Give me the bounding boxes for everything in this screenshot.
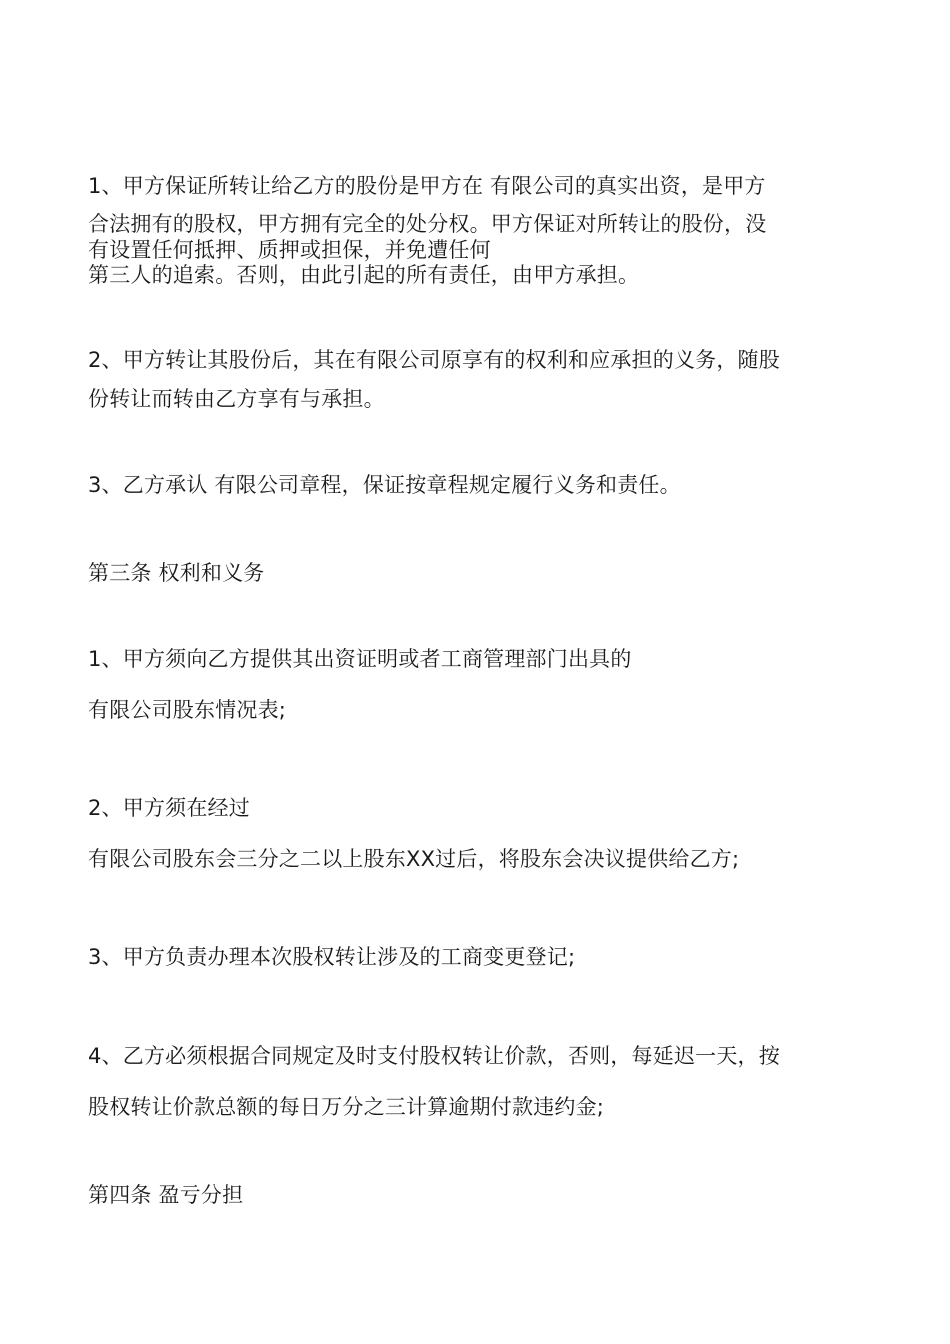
clause-3-3-line-1: 3、甲方负责办理本次股权转让涉及的工商变更登记; bbox=[88, 945, 576, 969]
clause-3-2-line-1: 2、甲方须在经过 bbox=[88, 796, 250, 820]
clause-3-1-line-1: 1、甲方须向乙方提供其出资证明或者工商管理部门出具的 bbox=[88, 647, 632, 671]
clause-2-1-line-4: 第三人的追索。否则，由此引起的所有责任，由甲方承担。 bbox=[88, 263, 640, 287]
clause-3-4-line-2: 股权转让价款总额的每日万分之三计算逾期付款违约金; bbox=[88, 1095, 605, 1119]
clause-3-1-line-2: 有限公司股东情况表; bbox=[88, 698, 287, 722]
article-3-heading: 第三条 权利和义务 bbox=[88, 561, 265, 585]
clause-2-3-line-1: 3、乙方承认 有限公司章程，保证按章程规定履行义务和责任。 bbox=[88, 473, 681, 497]
clause-3-2-line-2: 有限公司股东会三分之二以上股东XX过后，将股东会决议提供给乙方; bbox=[88, 847, 740, 871]
clause-3-4-line-1: 4、乙方必须根据合同规定及时支付股权转让价款，否则，每延迟一天，按 bbox=[88, 1044, 780, 1068]
clause-2-1-line-1: 1、甲方保证所转让给乙方的股份是甲方在 有限公司的真实出资，是甲方 bbox=[88, 174, 766, 198]
clause-2-1-line-3: 有设置任何抵押、质押或担保，并免遭任何 bbox=[88, 238, 491, 262]
clause-2-2-line-2: 份转让而转由乙方享有与承担。 bbox=[88, 387, 385, 411]
article-4-heading: 第四条 盈亏分担 bbox=[88, 1183, 244, 1207]
clause-2-2-line-1: 2、甲方转让其股份后，其在有限公司原享有的权利和应承担的义务，随股 bbox=[88, 348, 780, 372]
clause-2-1-line-2: 合法拥有的股权，甲方拥有完全的处分权。甲方保证对所转让的股份，没 bbox=[88, 212, 767, 236]
